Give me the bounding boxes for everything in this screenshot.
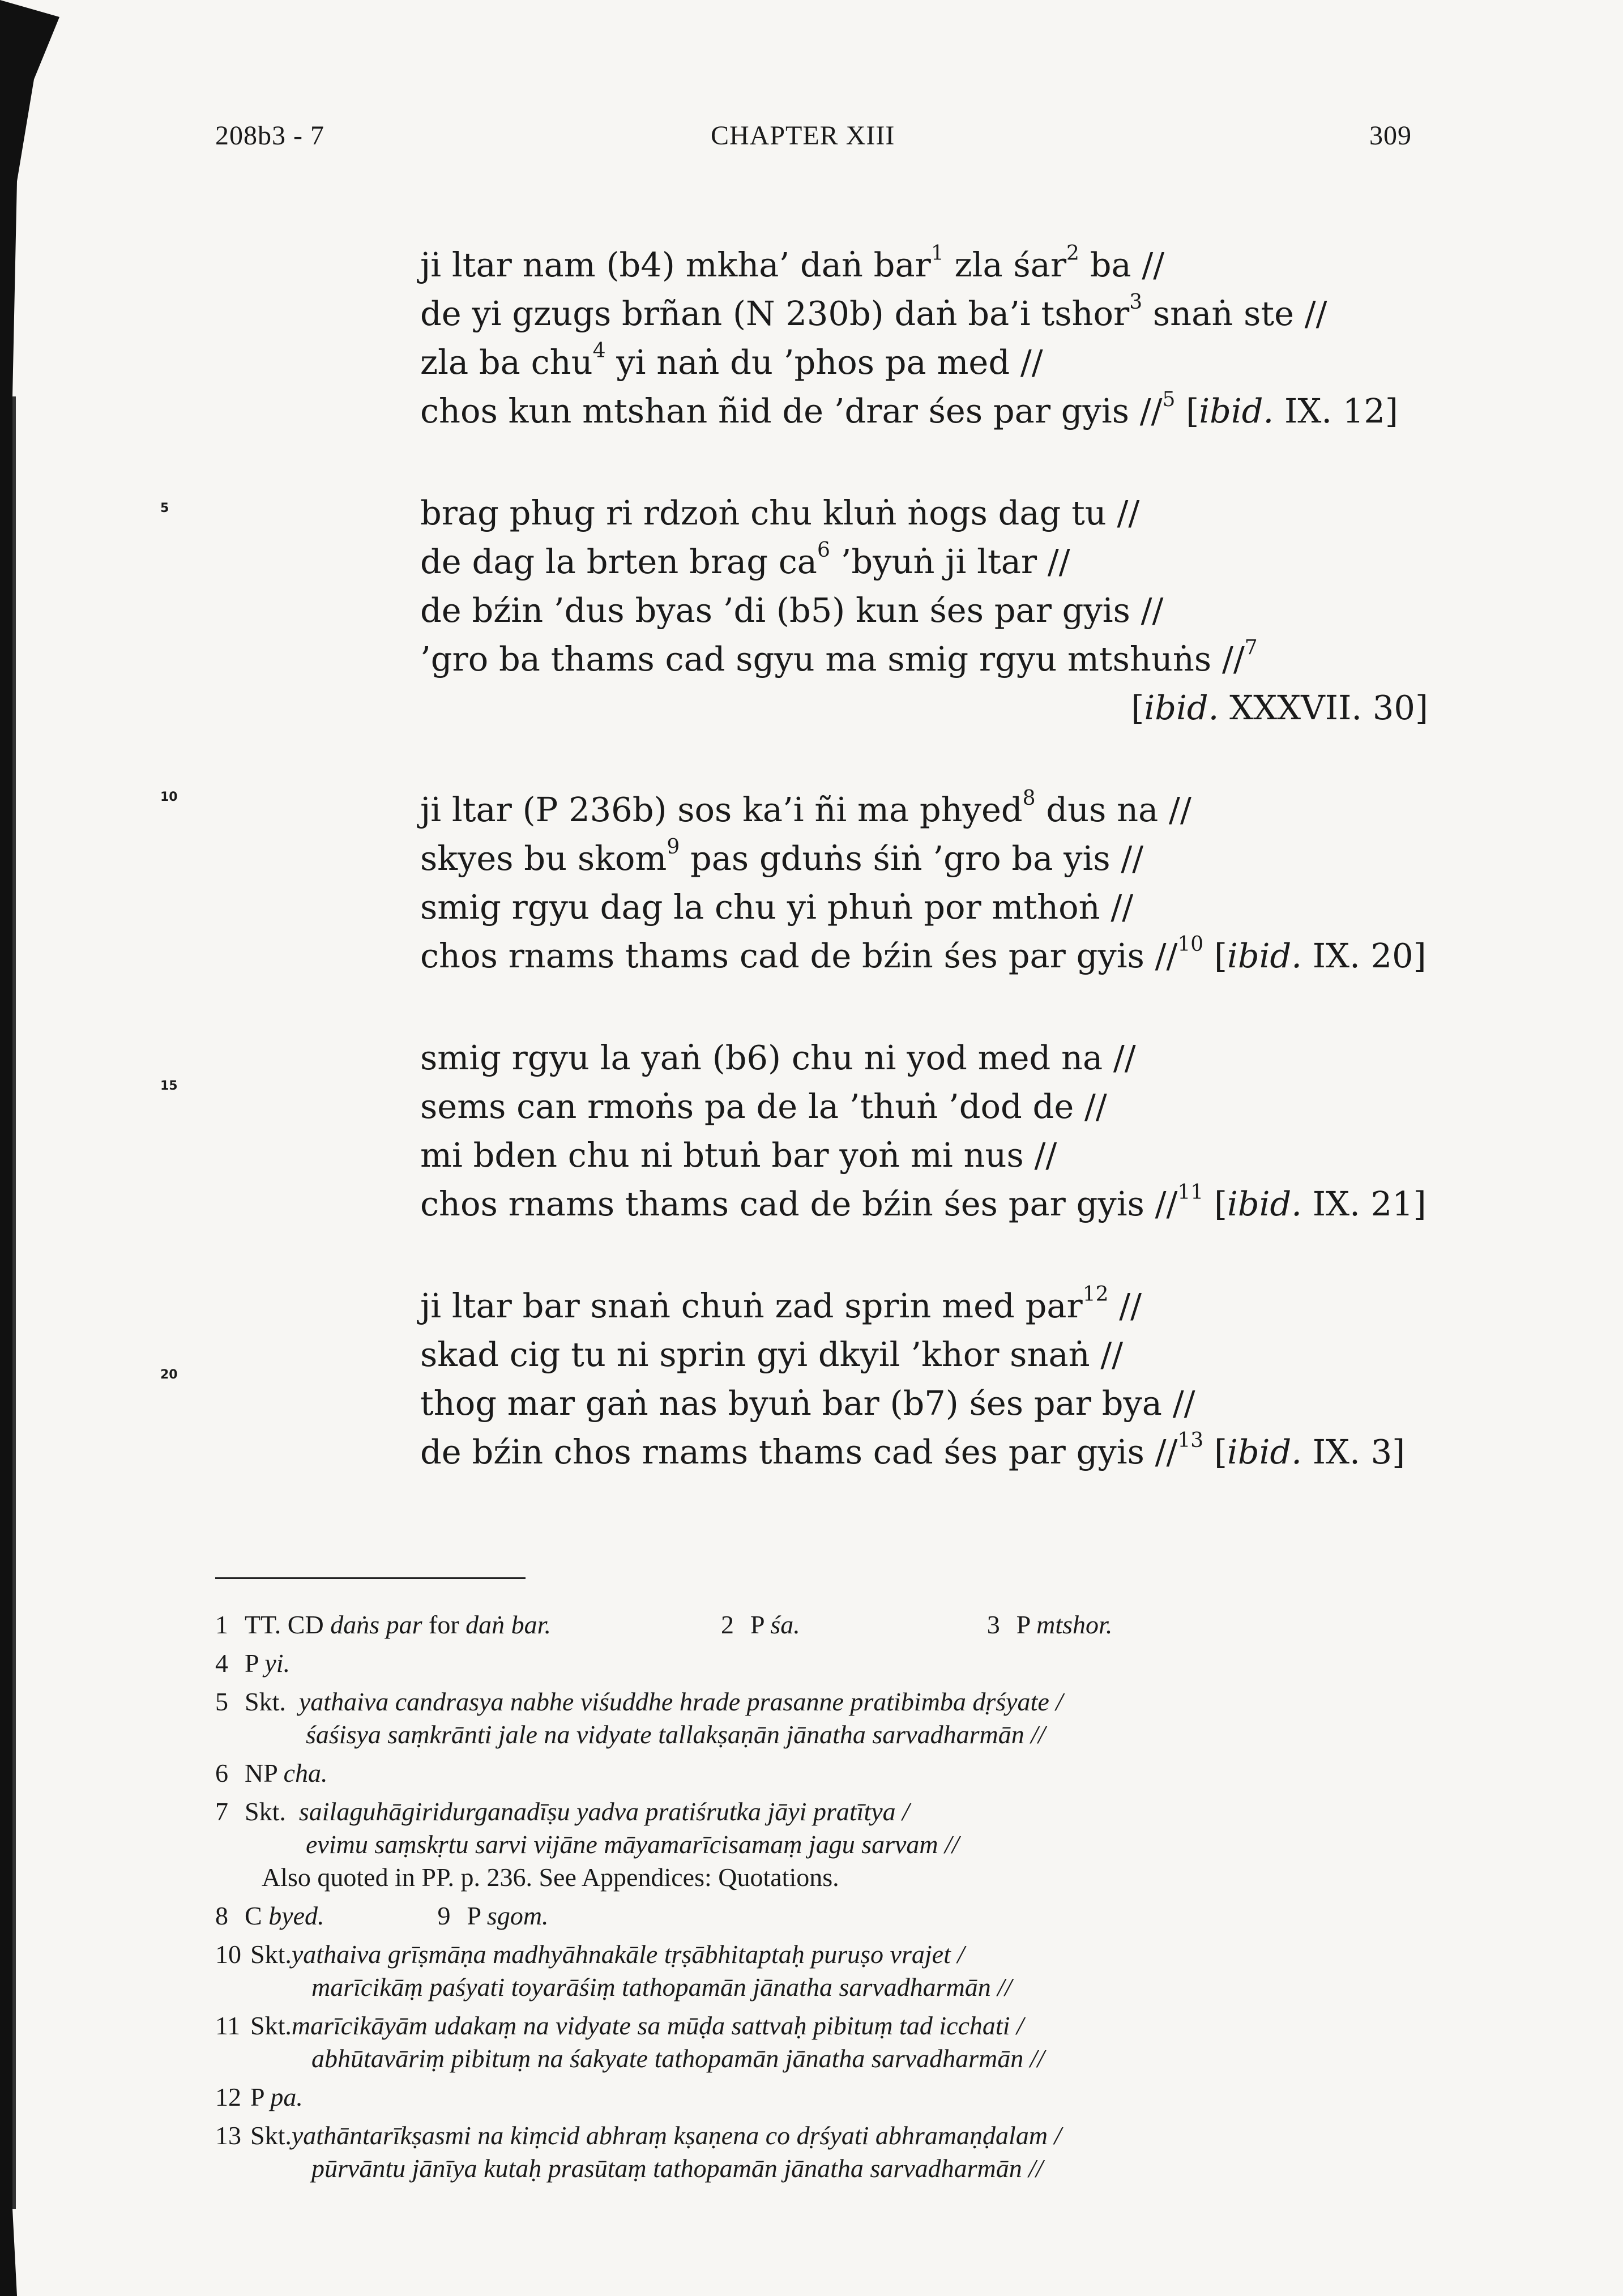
footnote-rule: [215, 1577, 526, 1579]
verse-text: zla śar: [943, 245, 1067, 284]
source-reference: [ibid. IX. 20]: [1214, 936, 1426, 975]
verse-line: [420, 1082, 1440, 1131]
verse-text: smig rgyu dag la chu yi phuṅ por mthoṅ //: [420, 887, 1134, 927]
running-header-chapter: CHAPTER XIII: [711, 121, 895, 151]
footnote-number: 3: [986, 1610, 1000, 1639]
verse-line: [420, 1180, 1440, 1228]
verse-line: [420, 241, 1440, 289]
verse-text: pas gduṅs śiṅ ’gro ba yis //: [680, 839, 1144, 878]
footnote-text: NP cha.: [245, 1759, 328, 1787]
footnote-number: 11: [215, 2011, 241, 2040]
sanskrit-line: evimu saṃskṛtu sarvi vijāne māyamarīcisamaṃ jagu sarvam //: [306, 1830, 959, 1859]
verse-text: skyes bu skom: [420, 839, 667, 878]
verse-line: [420, 635, 1440, 684]
verse-block: [420, 241, 1440, 1530]
verse-text: ji ltar bar snaṅ chuṅ zad sprin med par: [420, 1286, 1083, 1325]
footnote-note: Also quoted in PP. p. 236. See Appendices: Quotations.: [262, 1863, 839, 1892]
verse-text: [1175, 391, 1186, 430]
verse-line: [420, 387, 1440, 436]
footnote: [215, 1795, 1348, 1894]
footnote-number: 7: [215, 1797, 228, 1826]
verse-text: [1203, 1432, 1214, 1471]
verse-line: [420, 1379, 1440, 1428]
footnote-text: P mtshor.: [1016, 1610, 1113, 1639]
footnote-number: 8: [215, 1901, 228, 1930]
verse-text: [1203, 936, 1214, 975]
footnote-text: TT. CD daṅs par for daṅ bar.: [245, 1610, 551, 1639]
sanskrit-line: abhūtavāriṃ pibituṃ na śakyate tathopamān jānatha sarvadharmān //: [311, 2044, 1045, 2073]
verse-text: thog mar gaṅ nas byuṅ bar (b7) śes par bya //: [420, 1384, 1195, 1423]
footnote-marker: 11: [1177, 1181, 1204, 1205]
footnote-marker: 10: [1177, 933, 1204, 957]
source-reference: [ibid. XXXVII. 30]: [1131, 688, 1428, 727]
line-number: 15: [160, 1079, 178, 1093]
verse-line: [420, 1034, 1440, 1082]
verse-line: [420, 932, 1440, 980]
verse-text: mi bden chu ni btuṅ bar yoṅ mi nus //: [420, 1136, 1057, 1175]
footnote-marker: 7: [1244, 636, 1258, 660]
verse-text: ’gro ba thams cad sgyu ma smig rgyu mtshuṅs //: [420, 639, 1245, 678]
page-number: 309: [1369, 121, 1412, 151]
verse-line: [420, 1131, 1440, 1180]
footnote: [215, 1685, 1348, 1751]
footnote-text: P pa.: [250, 2082, 303, 2111]
footnote: [215, 1647, 1348, 1680]
sanskrit-line: yathaiva grīṣmāṇa madhyāhnakāle tṛṣābhitaptaḥ puruṣo vrajet /: [291, 1940, 965, 1969]
sanskrit-line: sailaguhāgiridurganadīṣu yadva pratiśrutka jāyi pratītya /: [298, 1797, 909, 1826]
verse-line: [420, 883, 1440, 932]
footnote-label: Skt.: [245, 1687, 286, 1716]
verse-text: zla ba chu: [420, 343, 593, 382]
sanskrit-line: pūrvāntu jānīya kutaḥ prasūtaṃ tathopamān jānatha sarvadharmān //: [311, 2154, 1043, 2183]
footnote-number: 13: [215, 2121, 241, 2150]
verse-text: yi naṅ du ’phos pa med //: [605, 343, 1043, 382]
footnote-marker: 12: [1082, 1283, 1109, 1307]
sanskrit-line: marīcikāyām udakaṃ na vidyate sa mūḍa sattvaḥ pibituṃ tad icchati /: [291, 2011, 1024, 2040]
verse-text: ba //: [1079, 245, 1165, 284]
stanza: [420, 241, 1440, 436]
verse-text: de bźin chos rnams thams cad śes par gyis //: [420, 1432, 1178, 1471]
verse-line: [420, 586, 1440, 635]
sanskrit-line: yathāntarīkṣasmi na kiṃcid abhraṃ kṣaṇena co dṛśyati abhramaṇḍalam /: [291, 2121, 1062, 2150]
footnote-text: C byed.: [245, 1901, 324, 1930]
source-reference: [ibid. IX. 21]: [1214, 1184, 1426, 1223]
footnote-marker: 5: [1162, 388, 1176, 412]
sanskrit-line: marīcikāṃ paśyati toyarāśiṃ tathopamān jānatha sarvadharmān //: [311, 1973, 1012, 2001]
verse-text: de bźin ’dus byas ’di (b5) kun śes par gyis //: [420, 591, 1164, 630]
verse-text: //: [1108, 1286, 1142, 1325]
source-reference: [ibid. IX. 12]: [1186, 391, 1398, 430]
binding-shadow: [0, 0, 62, 2296]
footnote-number: 6: [215, 1759, 228, 1787]
verse-line: [420, 1330, 1440, 1379]
footnote-label: Skt.: [245, 1797, 286, 1826]
verse-line: [420, 489, 1440, 537]
verse-text: chos rnams thams cad de bźin śes par gyis //: [420, 1184, 1178, 1223]
footnotes: [215, 1608, 1348, 2191]
footnote-marker: 9: [667, 835, 680, 859]
verse-text: de dag la brten brag ca: [420, 542, 817, 581]
stanza: [420, 1034, 1440, 1228]
verse-line: [420, 289, 1440, 338]
verse-line: [420, 1282, 1440, 1330]
verse-line: [420, 834, 1440, 883]
verse-text: skad cig tu ni sprin gyi dkyil ’khor snaṅ //: [420, 1335, 1124, 1374]
stanza: [420, 786, 1440, 980]
footnote-text: P śa.: [750, 1610, 800, 1639]
footnote: [215, 2009, 1348, 2075]
footnote-row: [215, 1608, 1348, 1641]
footnote: [215, 2081, 1348, 2114]
footnote-label: Skt.: [250, 2011, 292, 2040]
footnote-marker: 13: [1177, 1429, 1204, 1453]
stanza: [420, 489, 1440, 732]
verse-line: [420, 1428, 1440, 1476]
verse-text: ’byuṅ ji ltar //: [830, 542, 1070, 581]
footnote-text: P sgom.: [467, 1901, 549, 1930]
footnote-number: 10: [215, 1940, 241, 1969]
footnote-marker: 6: [817, 539, 830, 562]
footnote-number: 2: [720, 1610, 734, 1639]
footnote-marker: 1: [930, 242, 944, 266]
sanskrit-line: yathaiva candrasya nabhe viśuddhe hrade prasanne pratibimba dṛśyate /: [298, 1687, 1064, 1716]
stanza: [420, 1282, 1440, 1476]
verse-text: smig rgyu la yaṅ (b6) chu ni yod med na //: [420, 1038, 1136, 1077]
verse-text: chos rnams thams cad de bźin śes par gyis //: [420, 936, 1178, 975]
verse-text: de yi gzugs brñan (N 230b) daṅ ba’i tshor: [420, 294, 1130, 333]
sanskrit-line: śaśisya saṃkrānti jale na vidyate tallakṣaṇān jānatha sarvadharmān //: [306, 1720, 1045, 1749]
source-reference: [ibid. IX. 3]: [1214, 1432, 1406, 1471]
verse-text: ji ltar nam (b4) mkha’ daṅ bar: [420, 245, 931, 284]
line-number: 5: [160, 501, 169, 515]
footnote-number: 9: [437, 1901, 451, 1930]
footnote-marker: 2: [1066, 242, 1079, 266]
footnote-label: Skt.: [250, 1940, 292, 1969]
footnote: [215, 1938, 1348, 2004]
verse-text: sems can rmoṅs pa de la ’thuṅ ’dod de //: [420, 1087, 1107, 1126]
verse-line: [420, 338, 1440, 387]
footnote-marker: 4: [592, 339, 606, 363]
footnote-text: P yi.: [245, 1649, 291, 1678]
footnote: [215, 2119, 1348, 2185]
verse-text: snaṅ ste //: [1142, 294, 1327, 333]
footnote-number: 12: [215, 2082, 241, 2111]
footnote-number: 4: [215, 1649, 228, 1678]
verse-text: chos kun mtshan ñid de ’drar śes par gyis //: [420, 391, 1163, 430]
line-number: 10: [160, 790, 178, 804]
verse-text: brag phug ri rdzoṅ chu kluṅ ṅogs dag tu //: [420, 493, 1140, 532]
footnote-row: [215, 1900, 1348, 1932]
footnote-marker: 8: [1022, 787, 1036, 810]
footnote-number: 5: [215, 1687, 228, 1716]
footnote-label: Skt.: [250, 2121, 292, 2150]
verse-line: [420, 537, 1440, 586]
verse-line: [420, 786, 1440, 834]
running-header-folio: 208b3 - 7: [215, 121, 324, 151]
verse-text: dus na //: [1035, 790, 1191, 829]
footnote-number: 1: [215, 1610, 228, 1639]
footnote-marker: 3: [1129, 291, 1143, 314]
line-number: 20: [160, 1368, 178, 1382]
footnote: [215, 1757, 1348, 1790]
verse-text: ji ltar (P 236b) sos ka’i ñi ma phyed: [420, 790, 1023, 829]
verse-text: [1203, 1184, 1214, 1223]
